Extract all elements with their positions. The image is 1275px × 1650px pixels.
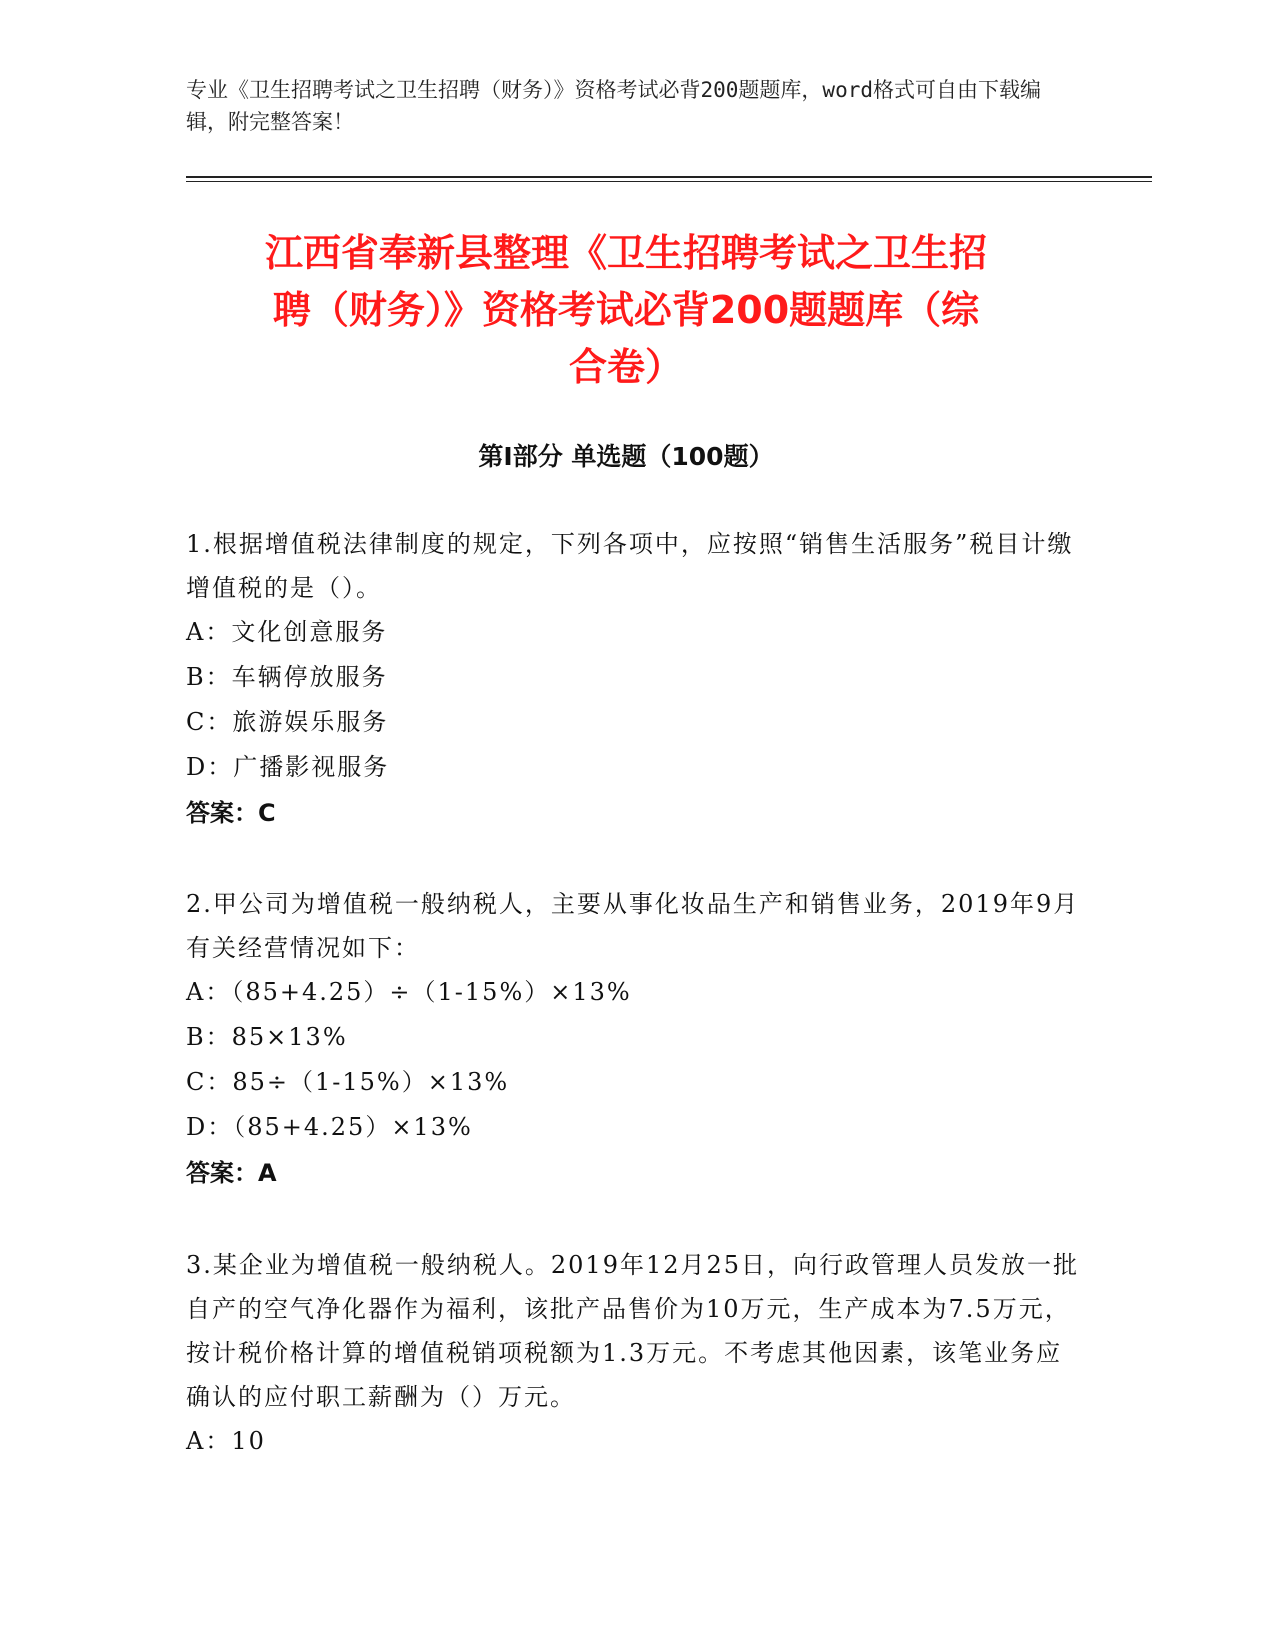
question-1 [186, 522, 1086, 836]
question-stem: 3.某企业为增值税一般纳税人。2019年12月25日，向行政管理人员发放一批自产的空气净化器作为福利，该批产品售价为10万元，生产成本为7.5万元，按计税价格计算的增值税销项税额为1.3万元。不考虑其他因素，该笔业务应确认的应付职工薪酬为（）万元。 [186, 1251, 1080, 1411]
option-d: D：（85+4.25）×13% [186, 1113, 473, 1141]
title-line-3: 合卷） [568, 345, 683, 389]
title-line-2: 聘（财务）》资格考试必背200题题库（综 [272, 288, 980, 332]
header-divider-thick [186, 176, 1152, 178]
answer: 答案：C [186, 799, 276, 827]
question-2 [186, 882, 1086, 1196]
question-3 [186, 1243, 1086, 1464]
title-line-1: 江西省奉新县整理《卫生招聘考试之卫生招 [264, 231, 987, 275]
question-stem: 1.根据增值税法律制度的规定，下列各项中，应按照“销售生活服务”税目计缴增值税的是（）。 [186, 530, 1074, 602]
section-title: 第I部分 单选题（100题） [478, 442, 774, 471]
option-b: B：车辆停放服务 [186, 663, 388, 691]
option-a: A：10 [186, 1427, 266, 1455]
header-divider-thin [186, 181, 1152, 182]
option-a: A：文化创意服务 [186, 618, 388, 646]
option-c: C：85÷（1-15%）×13% [186, 1068, 510, 1096]
option-d: D：广播影视服务 [186, 753, 390, 781]
header-note: 专业《卫生招聘考试之卫生招聘（财务）》资格考试必背200题题库，word格式可自由下载编辑，附完整答案！ [186, 78, 1041, 134]
document-title [186, 225, 1066, 396]
option-c: C：旅游娱乐服务 [186, 708, 389, 736]
option-a: A：（85+4.25）÷（1-15%）×13% [186, 978, 632, 1006]
question-stem: 2.甲公司为增值税一般纳税人，主要从事化妆品生产和销售业务，2019年9月有关经营情况如下： [186, 890, 1080, 962]
answer: 答案：A [186, 1159, 277, 1187]
option-b: B：85×13% [186, 1023, 348, 1051]
